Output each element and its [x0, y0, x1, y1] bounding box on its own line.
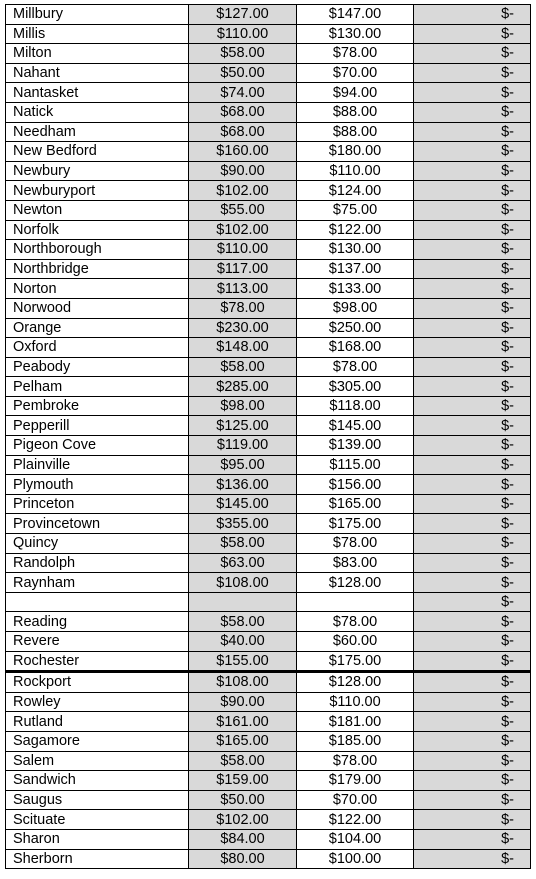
- table-row: [6, 298, 531, 318]
- price-a-cell: $110.00: [189, 240, 297, 260]
- price-a-cell: $102.00: [189, 810, 297, 830]
- price-b-cell: $133.00: [297, 279, 414, 299]
- price-a-cell: $84.00: [189, 829, 297, 849]
- price-b-cell: $122.00: [297, 220, 414, 240]
- table-row: [6, 672, 531, 693]
- price-b-cell: $98.00: [297, 298, 414, 318]
- price-a-cell: $165.00: [189, 731, 297, 751]
- table-row: [6, 63, 531, 83]
- price-b-cell: $78.00: [297, 751, 414, 771]
- town-price-table: [5, 4, 531, 869]
- price-b-cell: $110.00: [297, 692, 414, 712]
- town-cell: Plainville: [6, 455, 189, 475]
- total-cell: $-: [414, 455, 531, 475]
- town-cell: Salem: [6, 751, 189, 771]
- table-body: [6, 5, 531, 869]
- table-row: [6, 44, 531, 64]
- price-b-cell: $70.00: [297, 63, 414, 83]
- price-b-cell: $118.00: [297, 396, 414, 416]
- table-row: [6, 810, 531, 830]
- town-cell: Sharon: [6, 829, 189, 849]
- price-a-cell: $355.00: [189, 514, 297, 534]
- price-b-cell: $124.00: [297, 181, 414, 201]
- total-cell: $-: [414, 161, 531, 181]
- total-cell: $-: [414, 357, 531, 377]
- town-cell: Northborough: [6, 240, 189, 260]
- price-a-cell: $58.00: [189, 357, 297, 377]
- price-a-cell: $102.00: [189, 220, 297, 240]
- price-b-cell: $180.00: [297, 142, 414, 162]
- price-b-cell: $100.00: [297, 849, 414, 869]
- price-a-cell: $50.00: [189, 790, 297, 810]
- total-cell: $-: [414, 514, 531, 534]
- table-row: [6, 712, 531, 732]
- town-cell: Peabody: [6, 357, 189, 377]
- price-a-cell: $68.00: [189, 102, 297, 122]
- table-row: [6, 651, 531, 672]
- total-cell: $-: [414, 63, 531, 83]
- town-cell: Oxford: [6, 338, 189, 358]
- price-a-cell: $127.00: [189, 5, 297, 25]
- price-a-cell: $58.00: [189, 751, 297, 771]
- price-b-cell: $305.00: [297, 377, 414, 397]
- total-cell: $-: [414, 122, 531, 142]
- price-a-cell: $90.00: [189, 161, 297, 181]
- price-a-cell: $58.00: [189, 534, 297, 554]
- price-b-cell: $88.00: [297, 102, 414, 122]
- total-cell: $-: [414, 672, 531, 693]
- town-cell: Needham: [6, 122, 189, 142]
- town-cell: Sherborn: [6, 849, 189, 869]
- table-row: [6, 632, 531, 652]
- town-cell: Randolph: [6, 553, 189, 573]
- table-row: [6, 5, 531, 25]
- price-a-cell: $110.00: [189, 24, 297, 44]
- town-cell: Norwood: [6, 298, 189, 318]
- town-cell: Newburyport: [6, 181, 189, 201]
- table-row: [6, 161, 531, 181]
- town-cell: Norfolk: [6, 220, 189, 240]
- price-a-cell: $63.00: [189, 553, 297, 573]
- town-cell: Quincy: [6, 534, 189, 554]
- price-b-cell: $83.00: [297, 553, 414, 573]
- table-row: [6, 494, 531, 514]
- price-a-cell: $148.00: [189, 338, 297, 358]
- town-cell: [6, 592, 189, 612]
- price-a-cell: $98.00: [189, 396, 297, 416]
- total-cell: $-: [414, 692, 531, 712]
- table-row: [6, 318, 531, 338]
- total-cell: $-: [414, 142, 531, 162]
- total-cell: $-: [414, 475, 531, 495]
- table-row: [6, 142, 531, 162]
- price-a-cell: $58.00: [189, 612, 297, 632]
- table-row: [6, 416, 531, 436]
- table-row: [6, 534, 531, 554]
- town-cell: Northbridge: [6, 259, 189, 279]
- table-row: [6, 692, 531, 712]
- price-a-cell: $102.00: [189, 181, 297, 201]
- total-cell: $-: [414, 279, 531, 299]
- total-cell: $-: [414, 377, 531, 397]
- total-cell: $-: [414, 790, 531, 810]
- price-b-cell: $179.00: [297, 771, 414, 791]
- table-row: [6, 790, 531, 810]
- table-row: [6, 455, 531, 475]
- table-row: [6, 102, 531, 122]
- total-cell: $-: [414, 200, 531, 220]
- town-cell: Pelham: [6, 377, 189, 397]
- price-b-cell: $78.00: [297, 534, 414, 554]
- table-row: [6, 357, 531, 377]
- table-row: [6, 573, 531, 593]
- table-row: [6, 436, 531, 456]
- total-cell: $-: [414, 712, 531, 732]
- price-b-cell: $78.00: [297, 357, 414, 377]
- price-a-cell: $108.00: [189, 573, 297, 593]
- table-row: [6, 553, 531, 573]
- total-cell: $-: [414, 731, 531, 751]
- town-cell: Reading: [6, 612, 189, 632]
- town-cell: Pembroke: [6, 396, 189, 416]
- town-cell: Plymouth: [6, 475, 189, 495]
- price-a-cell: $95.00: [189, 455, 297, 475]
- town-cell: New Bedford: [6, 142, 189, 162]
- price-b-cell: $175.00: [297, 651, 414, 672]
- total-cell: $-: [414, 102, 531, 122]
- table-row: [6, 83, 531, 103]
- price-b-cell: $156.00: [297, 475, 414, 495]
- table-row: [6, 612, 531, 632]
- total-cell: $-: [414, 259, 531, 279]
- town-cell: Norton: [6, 279, 189, 299]
- town-cell: Scituate: [6, 810, 189, 830]
- price-b-cell: $122.00: [297, 810, 414, 830]
- table-row: [6, 771, 531, 791]
- price-b-cell: $165.00: [297, 494, 414, 514]
- town-cell: Sagamore: [6, 731, 189, 751]
- price-b-cell: $78.00: [297, 612, 414, 632]
- total-cell: $-: [414, 573, 531, 593]
- table-row: [6, 731, 531, 751]
- total-cell: $-: [414, 24, 531, 44]
- table-row: [6, 475, 531, 495]
- town-cell: Nahant: [6, 63, 189, 83]
- total-cell: $-: [414, 494, 531, 514]
- total-cell: $-: [414, 396, 531, 416]
- price-a-cell: $58.00: [189, 44, 297, 64]
- total-cell: $-: [414, 751, 531, 771]
- table-row: [6, 200, 531, 220]
- table-row: [6, 829, 531, 849]
- price-b-cell: $130.00: [297, 24, 414, 44]
- price-b-cell: $88.00: [297, 122, 414, 142]
- price-a-cell: $136.00: [189, 475, 297, 495]
- table-row: [6, 396, 531, 416]
- town-cell: Millis: [6, 24, 189, 44]
- total-cell: $-: [414, 220, 531, 240]
- total-cell: $-: [414, 436, 531, 456]
- town-cell: Princeton: [6, 494, 189, 514]
- town-cell: Natick: [6, 102, 189, 122]
- price-a-cell: $74.00: [189, 83, 297, 103]
- total-cell: $-: [414, 534, 531, 554]
- town-cell: Rowley: [6, 692, 189, 712]
- total-cell: $-: [414, 338, 531, 358]
- price-a-cell: $125.00: [189, 416, 297, 436]
- total-cell: $-: [414, 810, 531, 830]
- town-cell: Rutland: [6, 712, 189, 732]
- table-row: [6, 338, 531, 358]
- town-cell: Rochester: [6, 651, 189, 672]
- price-b-cell: $110.00: [297, 161, 414, 181]
- table-row: [6, 220, 531, 240]
- price-b-cell: $128.00: [297, 672, 414, 693]
- price-a-cell: [189, 592, 297, 612]
- price-a-cell: $50.00: [189, 63, 297, 83]
- price-a-cell: $155.00: [189, 651, 297, 672]
- total-cell: $-: [414, 44, 531, 64]
- price-b-cell: $128.00: [297, 573, 414, 593]
- price-b-cell: $78.00: [297, 44, 414, 64]
- price-a-cell: $160.00: [189, 142, 297, 162]
- total-cell: $-: [414, 5, 531, 25]
- price-a-cell: $40.00: [189, 632, 297, 652]
- table-row: [6, 592, 531, 612]
- price-a-cell: $78.00: [189, 298, 297, 318]
- town-cell: Rockport: [6, 672, 189, 693]
- price-a-cell: $90.00: [189, 692, 297, 712]
- table-row: [6, 279, 531, 299]
- price-a-cell: $108.00: [189, 672, 297, 693]
- table-row: [6, 849, 531, 869]
- table-row: [6, 24, 531, 44]
- town-cell: Milton: [6, 44, 189, 64]
- price-b-cell: $250.00: [297, 318, 414, 338]
- total-cell: $-: [414, 612, 531, 632]
- town-cell: Sandwich: [6, 771, 189, 791]
- price-a-cell: $159.00: [189, 771, 297, 791]
- price-b-cell: $181.00: [297, 712, 414, 732]
- price-b-cell: $145.00: [297, 416, 414, 436]
- price-b-cell: $175.00: [297, 514, 414, 534]
- price-b-cell: [297, 592, 414, 612]
- table-row: [6, 259, 531, 279]
- price-a-cell: $80.00: [189, 849, 297, 869]
- price-a-cell: $285.00: [189, 377, 297, 397]
- total-cell: $-: [414, 553, 531, 573]
- price-b-cell: $168.00: [297, 338, 414, 358]
- town-cell: Saugus: [6, 790, 189, 810]
- town-cell: Orange: [6, 318, 189, 338]
- total-cell: $-: [414, 83, 531, 103]
- price-a-cell: $145.00: [189, 494, 297, 514]
- table-row: [6, 122, 531, 142]
- total-cell: $-: [414, 651, 531, 672]
- price-a-cell: $230.00: [189, 318, 297, 338]
- price-b-cell: $137.00: [297, 259, 414, 279]
- total-cell: $-: [414, 829, 531, 849]
- price-a-cell: $68.00: [189, 122, 297, 142]
- table-row: [6, 514, 531, 534]
- town-cell: Newton: [6, 200, 189, 220]
- town-cell: Nantasket: [6, 83, 189, 103]
- price-a-cell: $113.00: [189, 279, 297, 299]
- price-b-cell: $94.00: [297, 83, 414, 103]
- price-a-cell: $119.00: [189, 436, 297, 456]
- table-row: [6, 751, 531, 771]
- price-b-cell: $60.00: [297, 632, 414, 652]
- price-b-cell: $139.00: [297, 436, 414, 456]
- price-b-cell: $75.00: [297, 200, 414, 220]
- town-cell: Pigeon Cove: [6, 436, 189, 456]
- total-cell: $-: [414, 240, 531, 260]
- price-a-cell: $117.00: [189, 259, 297, 279]
- table-row: [6, 181, 531, 201]
- price-b-cell: $115.00: [297, 455, 414, 475]
- total-cell: $-: [414, 592, 531, 612]
- town-cell: Pepperill: [6, 416, 189, 436]
- price-b-cell: $70.00: [297, 790, 414, 810]
- total-cell: $-: [414, 416, 531, 436]
- price-b-cell: $130.00: [297, 240, 414, 260]
- town-cell: Revere: [6, 632, 189, 652]
- table-row: [6, 240, 531, 260]
- total-cell: $-: [414, 318, 531, 338]
- price-a-cell: $161.00: [189, 712, 297, 732]
- total-cell: $-: [414, 181, 531, 201]
- town-cell: Millbury: [6, 5, 189, 25]
- total-cell: $-: [414, 298, 531, 318]
- price-b-cell: $104.00: [297, 829, 414, 849]
- price-b-cell: $147.00: [297, 5, 414, 25]
- town-cell: Newbury: [6, 161, 189, 181]
- price-b-cell: $185.00: [297, 731, 414, 751]
- total-cell: $-: [414, 849, 531, 869]
- table-row: [6, 377, 531, 397]
- town-cell: Raynham: [6, 573, 189, 593]
- total-cell: $-: [414, 771, 531, 791]
- price-a-cell: $55.00: [189, 200, 297, 220]
- town-cell: Provincetown: [6, 514, 189, 534]
- total-cell: $-: [414, 632, 531, 652]
